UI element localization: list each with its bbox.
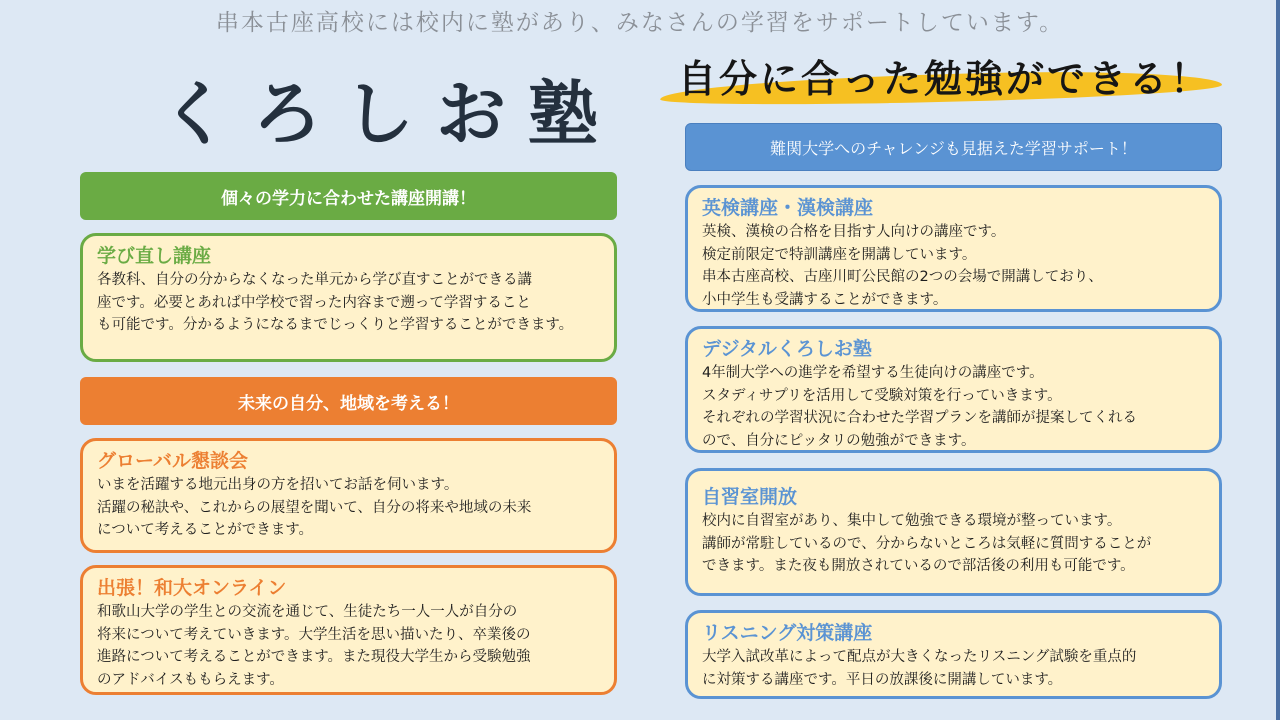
card-line: について考えることができます。 — [97, 522, 314, 538]
right-edge-strip — [1276, 0, 1280, 720]
card-listening — [685, 610, 1222, 699]
card-line: ので、自分にピッタリの勉強ができます。 — [702, 432, 976, 449]
card-title: 英検講座・漢検講座 — [702, 197, 874, 219]
logo-title: くろしお塾 — [160, 72, 620, 155]
card-line: 検定前限定で特訓講座を開講しています。 — [702, 246, 977, 263]
card-line: 講師が常駐しているので、分からないところは気軽に質問することが — [702, 535, 1152, 552]
card-line: に対策する講座です。平日の放課後に開講しています。 — [702, 671, 1063, 688]
card-jishushitsu — [685, 468, 1222, 596]
card-wadai-online — [80, 565, 617, 695]
section-bar-courses: 個々の学力に合わせた講座開講！ — [80, 172, 617, 220]
card-line: 各教科、自分の分からなくなった単元から学び直すことができる講 — [97, 272, 532, 288]
card-line: 校内に自習室があり、集中して勉強できる環境が整っています。 — [702, 513, 1122, 529]
card-title: 出張！和大オンライン — [97, 577, 287, 599]
card-title: デジタルくろしお塾 — [702, 338, 872, 360]
card-line: いまを活躍する地元出身の方を招いてお話を伺います。 — [97, 477, 459, 493]
card-line: それぞれの学習状況に合わせた学習プランを講師が提案してくれる — [702, 410, 1137, 426]
card-line: 和歌山大学の学生との交流を通じて、生徒たち一人一人が自分の — [97, 604, 518, 620]
card-line: 活躍の秘訣や、これからの展望を聞いて、自分の将来や地域の未来 — [97, 499, 532, 516]
card-body — [97, 269, 600, 337]
card-title: 自習室開放 — [702, 486, 798, 508]
card-line: スタディサプリを活用して受験対策を行っていきます。 — [702, 387, 1062, 404]
card-line: 串本古座高校、古座川町公民館の2つの会場で開講しており、 — [702, 269, 1103, 285]
section-bar-support: 難関大学へのチャレンジも見据えた学習サポート！ — [685, 123, 1222, 171]
card-global-kondankai — [80, 438, 617, 553]
card-eiken-kanken — [685, 185, 1222, 312]
card-body — [702, 221, 1205, 311]
card-line: できます。また夜も開放されているので部活後の利用も可能です。 — [702, 558, 1135, 574]
card-title: リスニング対策講座 — [702, 622, 873, 644]
card-line: 座です。必要とあれば中学校で習った内容まで遡って学習すること — [97, 294, 531, 311]
card-line: 英検、漢検の合格を目指す人向けの講座です。 — [702, 224, 1006, 240]
card-line: 将来について考えていきます。大学生活を思い描いたり、卒業後の — [97, 626, 531, 643]
card-digital-kuroshio — [685, 326, 1222, 453]
card-body — [702, 646, 1205, 691]
card-line: 大学入試改革によって配点が大きくなったリスニング試験を重点的 — [702, 649, 1137, 665]
card-body — [702, 510, 1205, 578]
tagline: 串本古座高校には校内に塾があり、みなさんの学習をサポートしています。 — [215, 10, 1065, 36]
card-body — [97, 601, 600, 691]
card-manabinaoshi — [80, 233, 617, 362]
card-line: 4年制大学への進学を希望する生徒向けの講座です。 — [702, 365, 1044, 381]
card-line: 進路について考えることができます。また現役大学生から受験勉強 — [97, 649, 531, 665]
card-line: のアドバイスももらえます。 — [97, 671, 284, 688]
card-title: 学び直し講座 — [97, 245, 212, 267]
headline-block — [660, 48, 1230, 108]
card-line: も可能です。分かるようになるまでじっくりと学習することができます。 — [97, 317, 574, 333]
card-line: 小中学生も受講することができます。 — [702, 291, 948, 308]
section-bar-future: 未来の自分、地域を考える！ — [80, 377, 617, 425]
card-body — [702, 362, 1205, 452]
card-title: グローバル懇談会 — [97, 450, 249, 472]
headline: 自分に合った勉強ができる！ — [678, 57, 1212, 101]
card-body — [97, 474, 600, 542]
